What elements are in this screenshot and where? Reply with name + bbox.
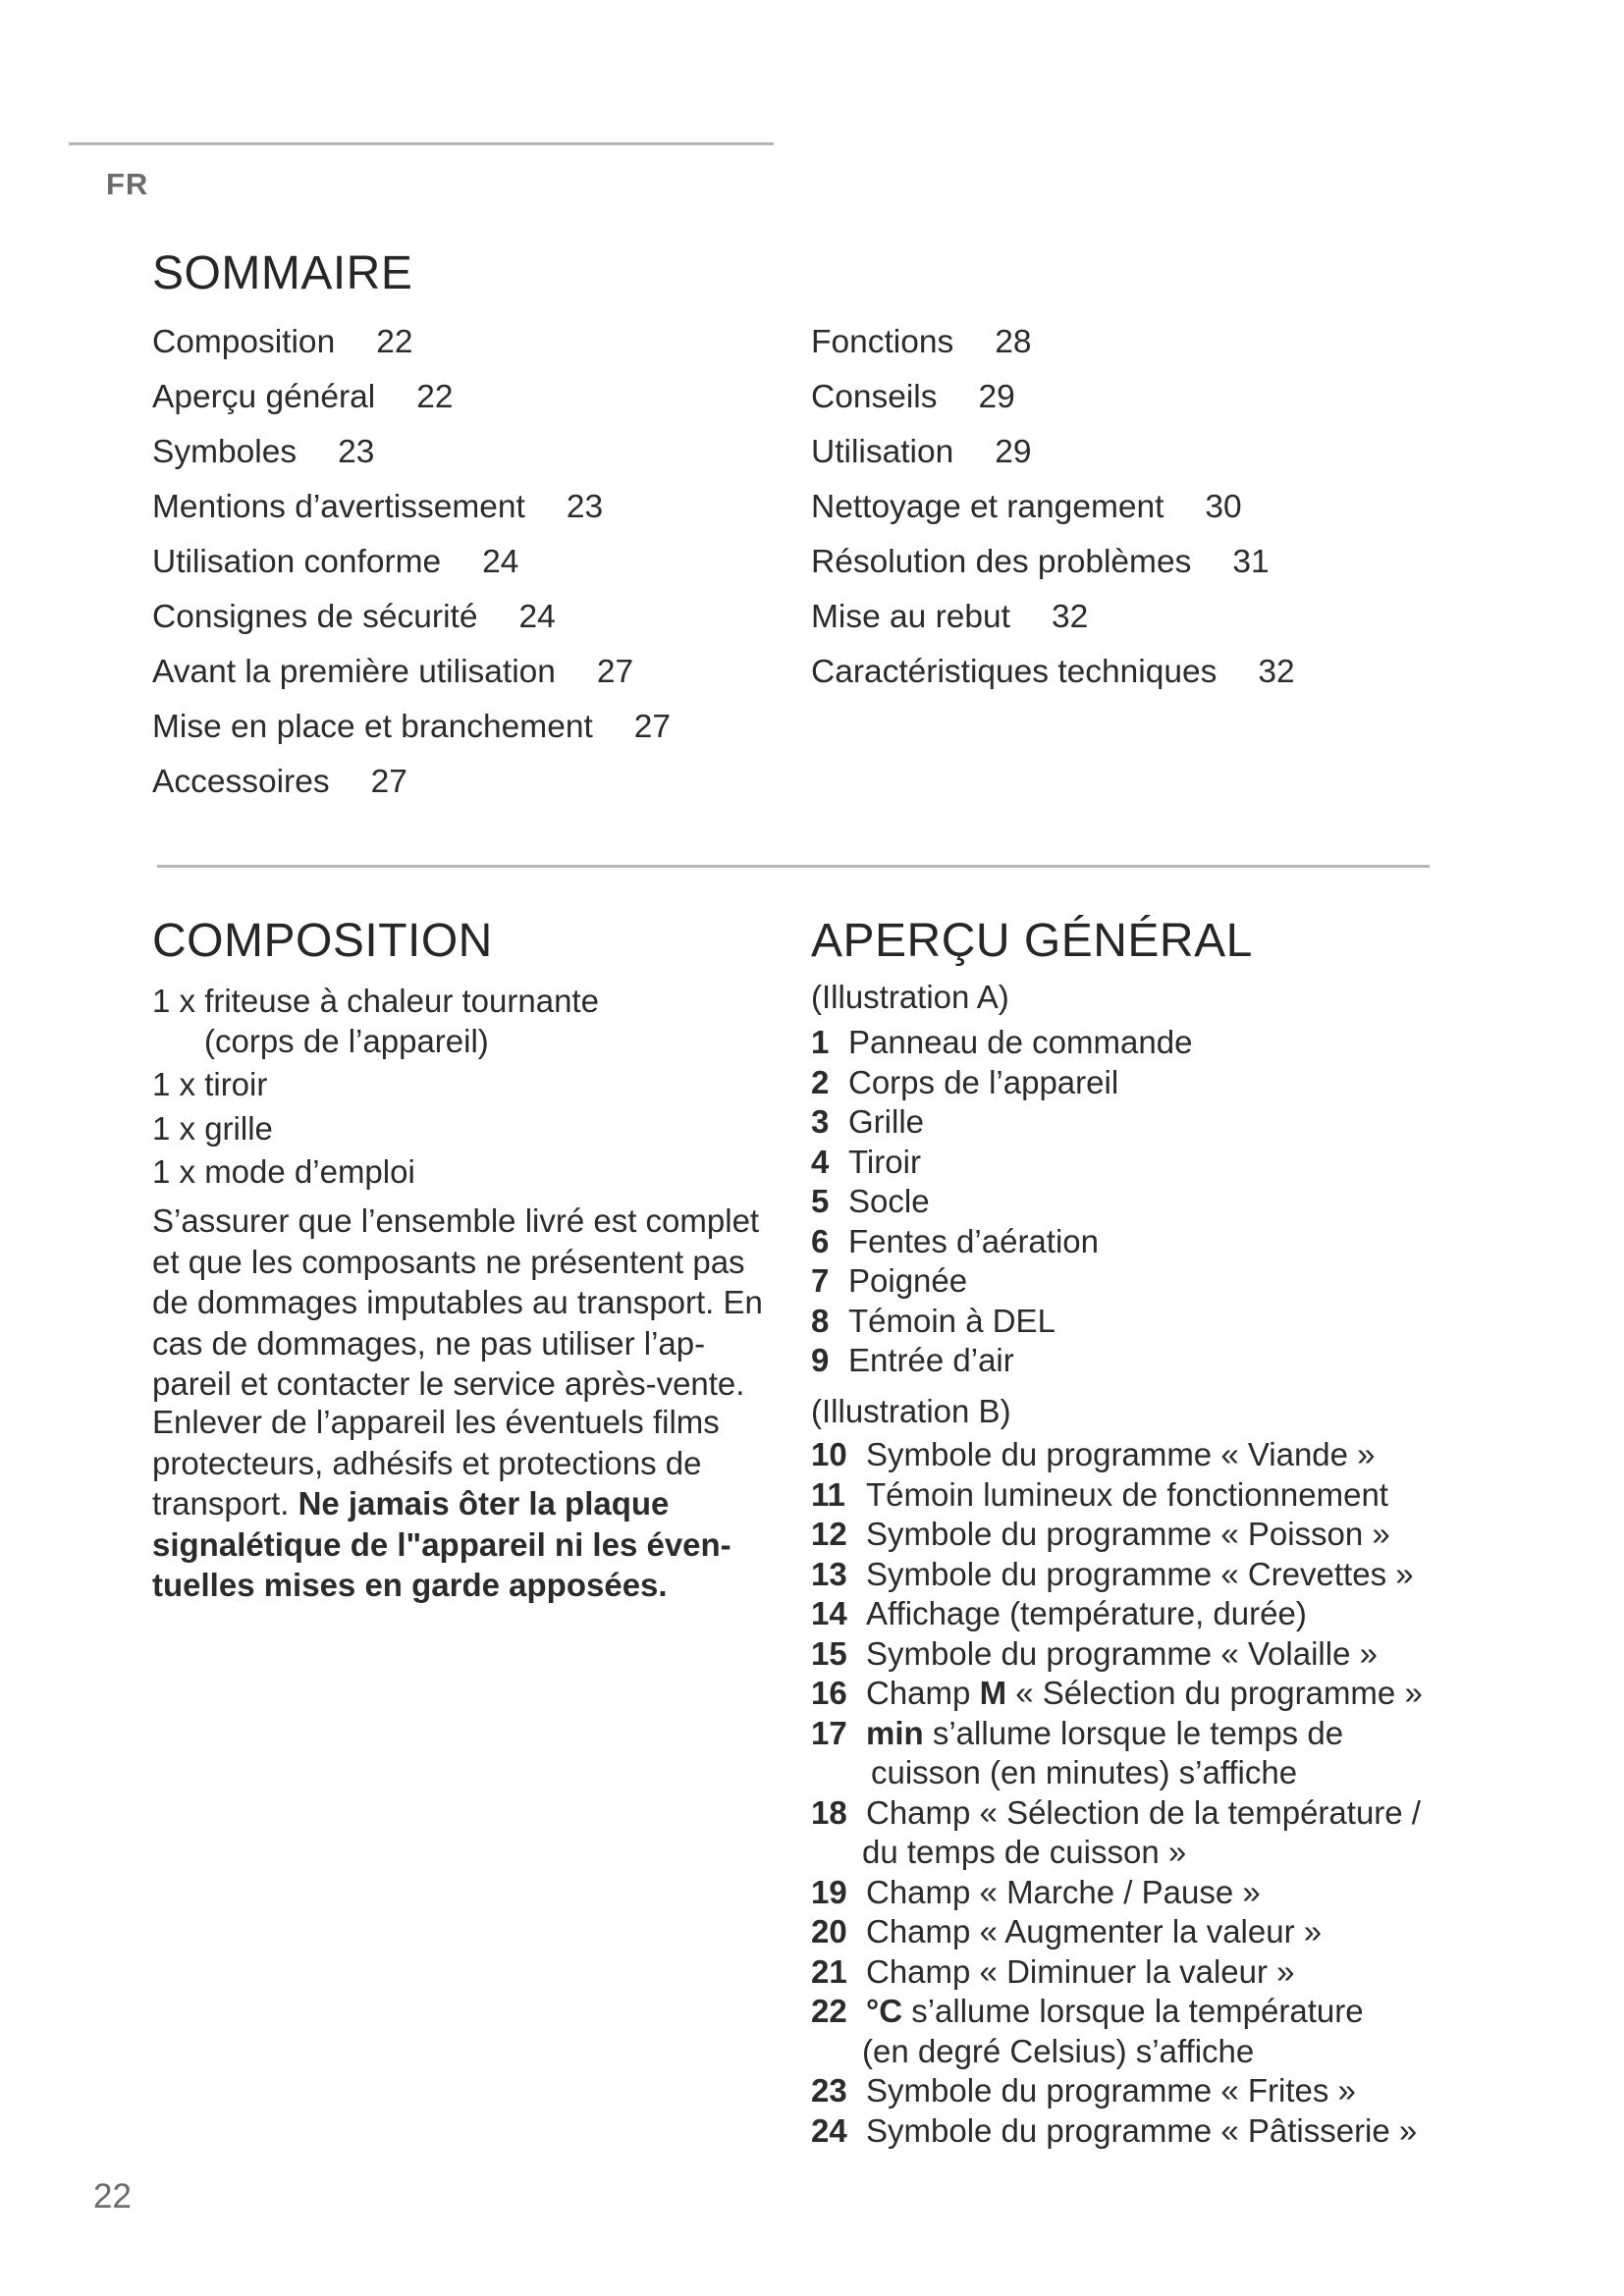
toc-entry[interactable]: [152, 370, 671, 425]
item-text: Champ « Sélection de la température /: [866, 1793, 1421, 1831]
list-item: [811, 1475, 1423, 1516]
item-number: 17: [811, 1714, 847, 1751]
item-text: Fentes d’aération: [848, 1222, 1099, 1259]
toc-label: Composition: [152, 324, 336, 360]
list-item: [811, 1102, 1192, 1143]
toc-entry[interactable]: [811, 645, 1295, 700]
toc-entry[interactable]: [152, 645, 671, 700]
item-text: Témoin à DEL: [848, 1302, 1056, 1339]
list-item: [811, 1793, 1423, 1834]
item-number: 8: [811, 1302, 830, 1339]
list-item-continuation: du temps de cuisson »: [862, 1834, 1187, 1870]
list-item: [811, 1143, 1192, 1183]
composition-title: COMPOSITION: [152, 915, 493, 967]
toc-entry[interactable]: [152, 590, 671, 645]
list-item: [811, 1912, 1423, 1952]
item-number: 9: [811, 1342, 830, 1378]
item-number: 3: [811, 1103, 830, 1140]
toc-label: Fonctions: [811, 324, 954, 360]
toc-label: Symboles: [152, 434, 298, 470]
toc-page: 28: [995, 324, 1032, 360]
toc-page: 29: [995, 434, 1032, 470]
toc-label: Utilisation: [811, 434, 954, 470]
top-rule: [69, 142, 774, 145]
apercu-title: APERÇU GÉNÉRAL: [811, 915, 1253, 967]
item-bold: °C: [866, 1993, 903, 2029]
item-number: 2: [811, 1063, 830, 1100]
list-item: [811, 2071, 1423, 2111]
item-number: 5: [811, 1183, 830, 1219]
item-text: Entrée d’air: [848, 1342, 1014, 1378]
toc-label: Aperçu général: [152, 379, 376, 415]
toc-page: 27: [596, 654, 634, 690]
toc-entry[interactable]: [152, 535, 671, 590]
list-item: [811, 1435, 1423, 1475]
toc-page: 32: [1258, 654, 1295, 690]
item-number: 14: [811, 1595, 847, 1631]
item-prefix: Champ: [866, 1675, 980, 1711]
list-item: [811, 1555, 1423, 1595]
item-number: 13: [811, 1555, 847, 1592]
composition-paragraph-1: S’assurer que l’ensemble livré est complet et que les composants ne présentent pas de dommages imputables au transport. En cas de dommages, ne pas utiliser l’ap-pareil et contacter le service après-vente.: [152, 1202, 763, 1402]
toc-entry[interactable]: [811, 315, 1295, 370]
list-item: [811, 1992, 1423, 2032]
list-item: [811, 1515, 1423, 1555]
item-text: Affichage (température, durée): [866, 1595, 1307, 1631]
composition-item-cont: (corps de l’appareil): [204, 1022, 489, 1059]
toc-page: 23: [338, 434, 375, 470]
toc-page: 23: [566, 489, 604, 525]
item-text: Tiroir: [848, 1143, 921, 1180]
item-text: Témoin lumineux de fonctionnement: [866, 1475, 1388, 1513]
toc-label: Mise en place et branchement: [152, 709, 593, 745]
item-number: 22: [811, 1993, 847, 2029]
list-item: [811, 1341, 1192, 1381]
list-item: [811, 1023, 1192, 1063]
list-item: [811, 1634, 1423, 1675]
toc-entry[interactable]: [811, 370, 1295, 425]
sommaire-title: SOMMAIRE: [152, 247, 413, 299]
toc-page: 22: [416, 379, 454, 415]
item-text: s’allume lorsque le temps de: [923, 1714, 1344, 1751]
toc-page: 22: [376, 324, 413, 360]
item-text: Champ « Augmenter la valeur »: [866, 1913, 1323, 1949]
toc-entry[interactable]: [811, 590, 1295, 645]
list-item: [811, 1302, 1192, 1342]
item-number: 15: [811, 1634, 847, 1672]
item-number: 19: [811, 1873, 847, 1910]
item-number: 20: [811, 1913, 847, 1949]
item-text: Poignée: [848, 1262, 968, 1299]
list-item: [811, 1182, 1192, 1222]
item-text: Champ « Diminuer la valeur »: [866, 1952, 1295, 1990]
toc-label: Avant la première utilisation: [152, 654, 556, 690]
composition-paragraph-2: [152, 1402, 781, 1606]
toc-entry[interactable]: [152, 480, 671, 535]
composition-item-list: [152, 980, 781, 1195]
item-number: 1: [811, 1024, 830, 1060]
toc-page: 31: [1232, 544, 1270, 580]
toc-page: 30: [1205, 489, 1242, 525]
item-number: 7: [811, 1262, 830, 1299]
item-text: Grille: [848, 1103, 925, 1140]
toc-page: 29: [978, 379, 1015, 415]
toc-page: 24: [518, 599, 556, 635]
toc-entry[interactable]: [152, 700, 671, 755]
list-item: [811, 1063, 1192, 1103]
list-item-continuation: (en degré Celsius) s’affiche: [862, 2032, 1255, 2069]
composition-warning: Ne jamais ôter la plaque signalétique de l"appareil ni les éven-tuelles mises en garde apposées.: [152, 1485, 731, 1603]
composition-item: 1 x mode d’emploi: [152, 1153, 415, 1190]
item-number: 16: [811, 1675, 847, 1711]
page-number: 22: [93, 2177, 132, 2216]
item-number: 4: [811, 1143, 830, 1180]
apercu-items-a: [811, 1023, 1192, 1381]
illustration-b-label: (Illustration B): [811, 1393, 1011, 1429]
item-text: Symbole du programme « Viande »: [866, 1436, 1376, 1472]
list-item: [811, 1952, 1423, 1993]
item-text: Symbole du programme « Crevettes »: [866, 1555, 1414, 1592]
toc-entry[interactable]: [811, 425, 1295, 480]
item-number: 10: [811, 1436, 847, 1472]
middle-rule: [157, 865, 1430, 868]
item-number: 12: [811, 1516, 847, 1552]
toc-label: Mise au rebut: [811, 599, 1010, 635]
list-item: [811, 1261, 1192, 1302]
toc-page: 32: [1051, 599, 1089, 635]
apercu-items-b: [811, 1435, 1423, 2151]
item-bold: min: [866, 1714, 924, 1751]
toc-entry[interactable]: [811, 480, 1295, 535]
item-number: 23: [811, 2072, 847, 2109]
item-text: Socle: [848, 1183, 930, 1219]
toc-right: [811, 315, 1295, 700]
toc-label: Consignes de sécurité: [152, 599, 478, 635]
toc-label: Nettoyage et rangement: [811, 489, 1164, 525]
list-item: [811, 1714, 1423, 1754]
language-tag: FR: [106, 167, 149, 201]
item-number: 11: [811, 1475, 845, 1513]
item-text: Symbole du programme « Pâtisserie »: [866, 2111, 1418, 2149]
illustration-a-label: (Illustration A): [811, 979, 1009, 1015]
toc-page: 27: [633, 709, 672, 745]
item-text: Symbole du programme « Frites »: [866, 2072, 1356, 2109]
toc-label: Utilisation conforme: [152, 544, 442, 580]
list-item: [811, 1594, 1423, 1634]
toc-label: Caractéristiques techniques: [811, 654, 1218, 690]
composition-item: 1 x grille: [152, 1109, 273, 1147]
toc-label: Accessoires: [152, 764, 330, 800]
item-bold: M: [979, 1675, 1007, 1711]
toc-entry[interactable]: [811, 535, 1295, 590]
toc-entry[interactable]: [152, 755, 671, 810]
item-text: Panneau de commande: [848, 1024, 1193, 1060]
toc-page: 27: [370, 764, 407, 800]
toc-left: [152, 315, 671, 810]
item-text: Corps de l’appareil: [848, 1063, 1119, 1100]
item-number: 21: [811, 1952, 847, 1990]
toc-entry[interactable]: [152, 315, 671, 370]
list-item: [811, 2111, 1423, 2152]
list-item: [811, 1674, 1423, 1714]
toc-page: 24: [482, 544, 519, 580]
item-number: 18: [811, 1793, 847, 1831]
composition-item: 1 x friteuse à chaleur tournante: [152, 983, 599, 1019]
item-text: Symbole du programme « Volaille »: [866, 1634, 1378, 1672]
composition-item: 1 x tiroir: [152, 1066, 268, 1102]
composition-paragraph-2-normal: Enlever de l’appareil les éventuels films protecteurs, adhésifs et protections de transport.: [152, 1404, 720, 1522]
item-number: 24: [811, 2111, 847, 2149]
item-text: « Sélection du programme »: [1006, 1675, 1423, 1711]
toc-label: Mentions d’avertissement: [152, 489, 525, 525]
item-text: Symbole du programme « Poisson »: [866, 1516, 1390, 1552]
item-number: 6: [811, 1222, 830, 1259]
list-item: [811, 1222, 1192, 1262]
toc-entry[interactable]: [152, 425, 671, 480]
list-item: [811, 1873, 1423, 1913]
toc-label: Résolution des problèmes: [811, 544, 1192, 580]
toc-label: Conseils: [811, 379, 938, 415]
item-text: s’allume lorsque la température: [902, 1993, 1364, 2029]
list-item-continuation: cuisson (en minutes) s’affiche: [871, 1754, 1298, 1790]
item-text: Champ « Marche / Pause »: [866, 1873, 1261, 1910]
